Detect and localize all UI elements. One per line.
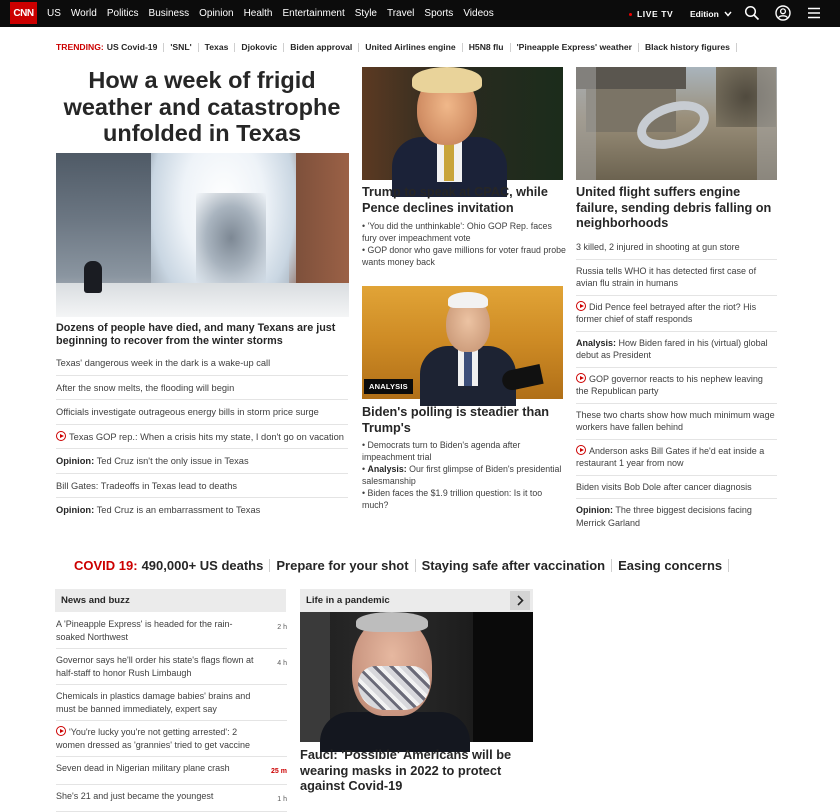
list-item[interactable]: [56, 351, 348, 376]
list-item[interactable]: • Democrats turn to Biden's agenda after impeachment trial: [362, 440, 566, 463]
trump-image[interactable]: [362, 67, 563, 180]
cnn-logo[interactable]: CNN: [10, 2, 37, 24]
covid-link[interactable]: Prepare for your shot: [276, 558, 408, 573]
item-prefix: Analysis:: [368, 464, 407, 474]
image-mask: [358, 666, 430, 710]
divider: [283, 43, 284, 52]
trending-item[interactable]: H5N8 flu: [469, 42, 504, 52]
menu-icon[interactable]: [806, 5, 822, 21]
item-time: 25 m: [271, 766, 287, 779]
item-text: A 'Pineapple Express' is headed for the rain-soaked Northwest: [56, 618, 256, 643]
item-text: Texas GOP rep.: When a crisis hits my state, I don't go on vacation: [69, 432, 344, 442]
trending-item[interactable]: 'SNL': [170, 42, 191, 52]
item-text: Governor says he'll order his state's flags flown at half-staff to honor Rush Limbaugh: [56, 654, 256, 679]
nav-link-entertainment[interactable]: Entertainment: [282, 8, 344, 19]
image-suit: [320, 712, 470, 752]
edition-label: Edition: [690, 9, 719, 19]
list-item[interactable]: [576, 440, 777, 476]
list-item[interactable]: [576, 296, 777, 332]
covid-link[interactable]: Easing concerns: [618, 558, 722, 573]
lead-headline[interactable]: How a week of frigid weather and catastrophe unfolded in Texas: [56, 67, 348, 147]
biden-related-list: [362, 440, 566, 512]
nav-link-travel[interactable]: Travel: [387, 8, 414, 19]
nav-links: [47, 0, 504, 27]
item-text: Democrats turn to Biden's agenda after impeachment trial: [362, 440, 520, 462]
image-tie: [464, 350, 472, 386]
trending-item[interactable]: Texas: [205, 42, 229, 52]
lead-related-list: [56, 351, 348, 522]
covid-label: COVID 19:: [74, 558, 138, 573]
item-text: 'You did the unthinkable': Ohio GOP Rep. faces fury over impeachment vote: [362, 221, 552, 243]
list-item[interactable]: [576, 368, 777, 404]
image-ice-shadow: [196, 193, 266, 283]
item-text: Seven dead in Nigerian military plane crash: [56, 762, 256, 775]
video-play-icon: [576, 373, 586, 383]
debris-headline[interactable]: United flight suffers engine failure, sending debris falling on neighborhoods: [576, 185, 780, 232]
item-prefix: Analysis:: [576, 338, 616, 348]
video-play-icon: [576, 301, 586, 311]
lead-image[interactable]: [56, 153, 349, 317]
image-blur-right: [757, 67, 777, 180]
video-play-icon: [56, 726, 66, 736]
nav-link-sports[interactable]: Sports: [424, 8, 453, 19]
item-time: 4 h: [277, 658, 287, 671]
list-item[interactable]: [56, 685, 287, 721]
account-icon[interactable]: [775, 5, 791, 21]
list-item[interactable]: • Analysis: Our first glimpse of Biden's presidential salesmanship: [362, 464, 566, 487]
trending-item[interactable]: Biden approval: [290, 42, 352, 52]
divider: [462, 43, 463, 52]
item-text: Russia tells WHO it has detected first case of avian flu strain in humans: [576, 266, 756, 289]
item-text: Bill Gates: Tradeoffs in Texas lead to deaths: [56, 481, 237, 491]
list-item[interactable]: [56, 498, 348, 522]
video-play-icon: [56, 431, 66, 441]
nav-link-world[interactable]: World: [71, 8, 97, 19]
list-item[interactable]: [56, 474, 348, 499]
list-item[interactable]: [56, 449, 348, 474]
divider: [611, 559, 612, 572]
biden-headline[interactable]: Biden's polling is steadier than Trump's: [362, 405, 566, 436]
list-item[interactable]: [56, 785, 287, 812]
nav-link-videos[interactable]: Videos: [463, 8, 493, 19]
divider: [358, 43, 359, 52]
nav-link-us[interactable]: US: [47, 8, 61, 19]
item-text: Chemicals in plastics damage babies' brains and must be banned immediately, expert say: [56, 690, 256, 715]
list-item[interactable]: [576, 476, 777, 500]
live-tv-link[interactable]: [629, 9, 673, 19]
list-item[interactable]: [56, 400, 348, 425]
search-icon[interactable]: [744, 5, 760, 21]
trending-item[interactable]: US Covid-19: [107, 42, 158, 52]
covid-link[interactable]: Staying safe after vaccination: [422, 558, 606, 573]
next-button[interactable]: [510, 591, 530, 610]
chevron-right-icon: [516, 595, 524, 606]
debris-image[interactable]: [576, 67, 777, 180]
nav-link-health[interactable]: Health: [244, 8, 273, 19]
item-prefix: Opinion:: [56, 456, 94, 466]
divider: [728, 559, 729, 572]
pandemic-header: Life in a pandemic: [300, 589, 533, 612]
item-time: 1 h: [277, 794, 287, 807]
news-buzz-header: News and buzz: [55, 589, 286, 612]
list-item[interactable]: [56, 721, 287, 757]
covid-bar: [74, 557, 735, 573]
item-text: She's 21 and just became the youngest: [56, 790, 256, 803]
item-text: Officials investigate outrageous energy bills in storm price surge: [56, 407, 319, 417]
top-nav: [0, 0, 840, 27]
divider: [415, 559, 416, 572]
covid-link[interactable]: 490,000+ US deaths: [142, 558, 264, 573]
item-text: Ted Cruz isn't the only issue in Texas: [97, 456, 249, 466]
right-related-list: [576, 236, 777, 534]
divider: [269, 559, 270, 572]
news-buzz-list: [56, 613, 287, 812]
list-item[interactable]: [56, 376, 348, 401]
item-time: 2 h: [277, 622, 287, 635]
nav-link-politics[interactable]: Politics: [107, 8, 139, 19]
trending-item[interactable]: Djokovic: [241, 42, 277, 52]
divider: [638, 43, 639, 52]
nav-link-business[interactable]: Business: [149, 8, 190, 19]
item-prefix: Opinion:: [56, 505, 94, 515]
edition-dropdown[interactable]: [690, 9, 732, 19]
trump-headline[interactable]: Trump to speak at CPAC, while Pence declines invitation: [362, 185, 566, 216]
list-item[interactable]: • GOP donor who gave millions for voter fraud probe wants money back: [362, 245, 566, 268]
trending-bar: [56, 41, 786, 53]
nav-link-style[interactable]: Style: [355, 8, 377, 19]
trump-related-list: [362, 221, 566, 269]
image-hair: [448, 292, 488, 308]
list-item[interactable]: [56, 757, 287, 785]
item-text: How Biden fared in his (virtual) global debut as President: [576, 338, 768, 361]
item-text: Ted Cruz is an embarrassment to Texas: [97, 505, 261, 515]
nav-link-opinion[interactable]: Opinion: [199, 8, 233, 19]
item-text: Our first glimpse of Biden's presidential salesmanship: [362, 464, 561, 486]
item-text: GOP governor reacts to his nephew leaving the Republican party: [576, 374, 763, 397]
image-hair: [412, 67, 482, 93]
item-prefix: Opinion:: [576, 505, 613, 515]
list-item[interactable]: [576, 499, 777, 534]
list-item[interactable]: [56, 613, 287, 649]
trending-item[interactable]: Black history figures: [645, 42, 730, 52]
item-text: Anderson asks Bill Gates if he'd eat inside a restaurant 1 year from now: [576, 446, 764, 469]
trending-item[interactable]: 'Pineapple Express' weather: [517, 42, 632, 52]
video-play-icon: [576, 445, 586, 455]
list-item[interactable]: [56, 649, 287, 685]
item-text: After the snow melts, the flooding will begin: [56, 383, 234, 393]
list-item[interactable]: [576, 332, 777, 368]
lead-subheadline[interactable]: Dozens of people have died, and many Texans are just beginning to recover from the winter storms: [56, 322, 348, 348]
list-item[interactable]: [576, 260, 777, 296]
item-text: Biden visits Bob Dole after cancer diagnosis: [576, 482, 752, 492]
fauci-image[interactable]: [300, 612, 533, 742]
image-wall: [289, 153, 349, 283]
item-text: Texas' dangerous week in the dark is a wake-up call: [56, 358, 270, 368]
divider: [510, 43, 511, 52]
divider: [736, 43, 737, 52]
trending-label: TRENDING:: [56, 42, 104, 52]
image-right-shadow: [473, 612, 533, 742]
image-person: [84, 261, 102, 293]
item-text: 'You're lucky you're not getting arrested': 2 women dressed as 'grannies' tried to get vaccine: [56, 727, 250, 750]
image-tie: [444, 141, 454, 181]
list-item[interactable]: [576, 404, 777, 440]
item-text: 3 killed, 2 injured in shooting at gun store: [576, 242, 740, 252]
item-text-wrap: [56, 726, 256, 751]
item-text: Biden faces the $1.9 trillion question: Is it too much?: [362, 488, 542, 510]
list-item[interactable]: • Biden faces the $1.9 trillion question: Is it too much?: [362, 488, 566, 511]
list-item[interactable]: [576, 236, 777, 260]
image-blur-left: [576, 67, 596, 180]
live-tv-label: LIVE TV: [637, 9, 673, 19]
live-dot-icon: [629, 13, 632, 16]
divider: [234, 43, 235, 52]
item-text: Did Pence feel betrayed after the riot? His former chief of staff responds: [576, 302, 756, 325]
list-item[interactable]: • 'You did the unthinkable': Ohio GOP Rep. faces fury over impeachment vote: [362, 221, 566, 244]
fauci-headline[interactable]: Fauci: 'Possible' Americans will be wearing masks in 2022 to protect against Covid-19: [300, 747, 536, 794]
divider: [198, 43, 199, 52]
chevron-down-icon: [724, 11, 732, 17]
divider: [163, 43, 164, 52]
item-text: These two charts show how much minimum wage workers have fallen behind: [576, 410, 775, 433]
item-text: The three biggest decisions facing Merrick Garland: [576, 505, 752, 528]
item-text: GOP donor who gave millions for voter fraud probe wants money back: [362, 245, 566, 267]
trending-item[interactable]: United Airlines engine: [365, 42, 455, 52]
analysis-badge: ANALYSIS: [364, 379, 413, 394]
image-hair: [356, 612, 428, 632]
list-item[interactable]: [56, 425, 348, 450]
